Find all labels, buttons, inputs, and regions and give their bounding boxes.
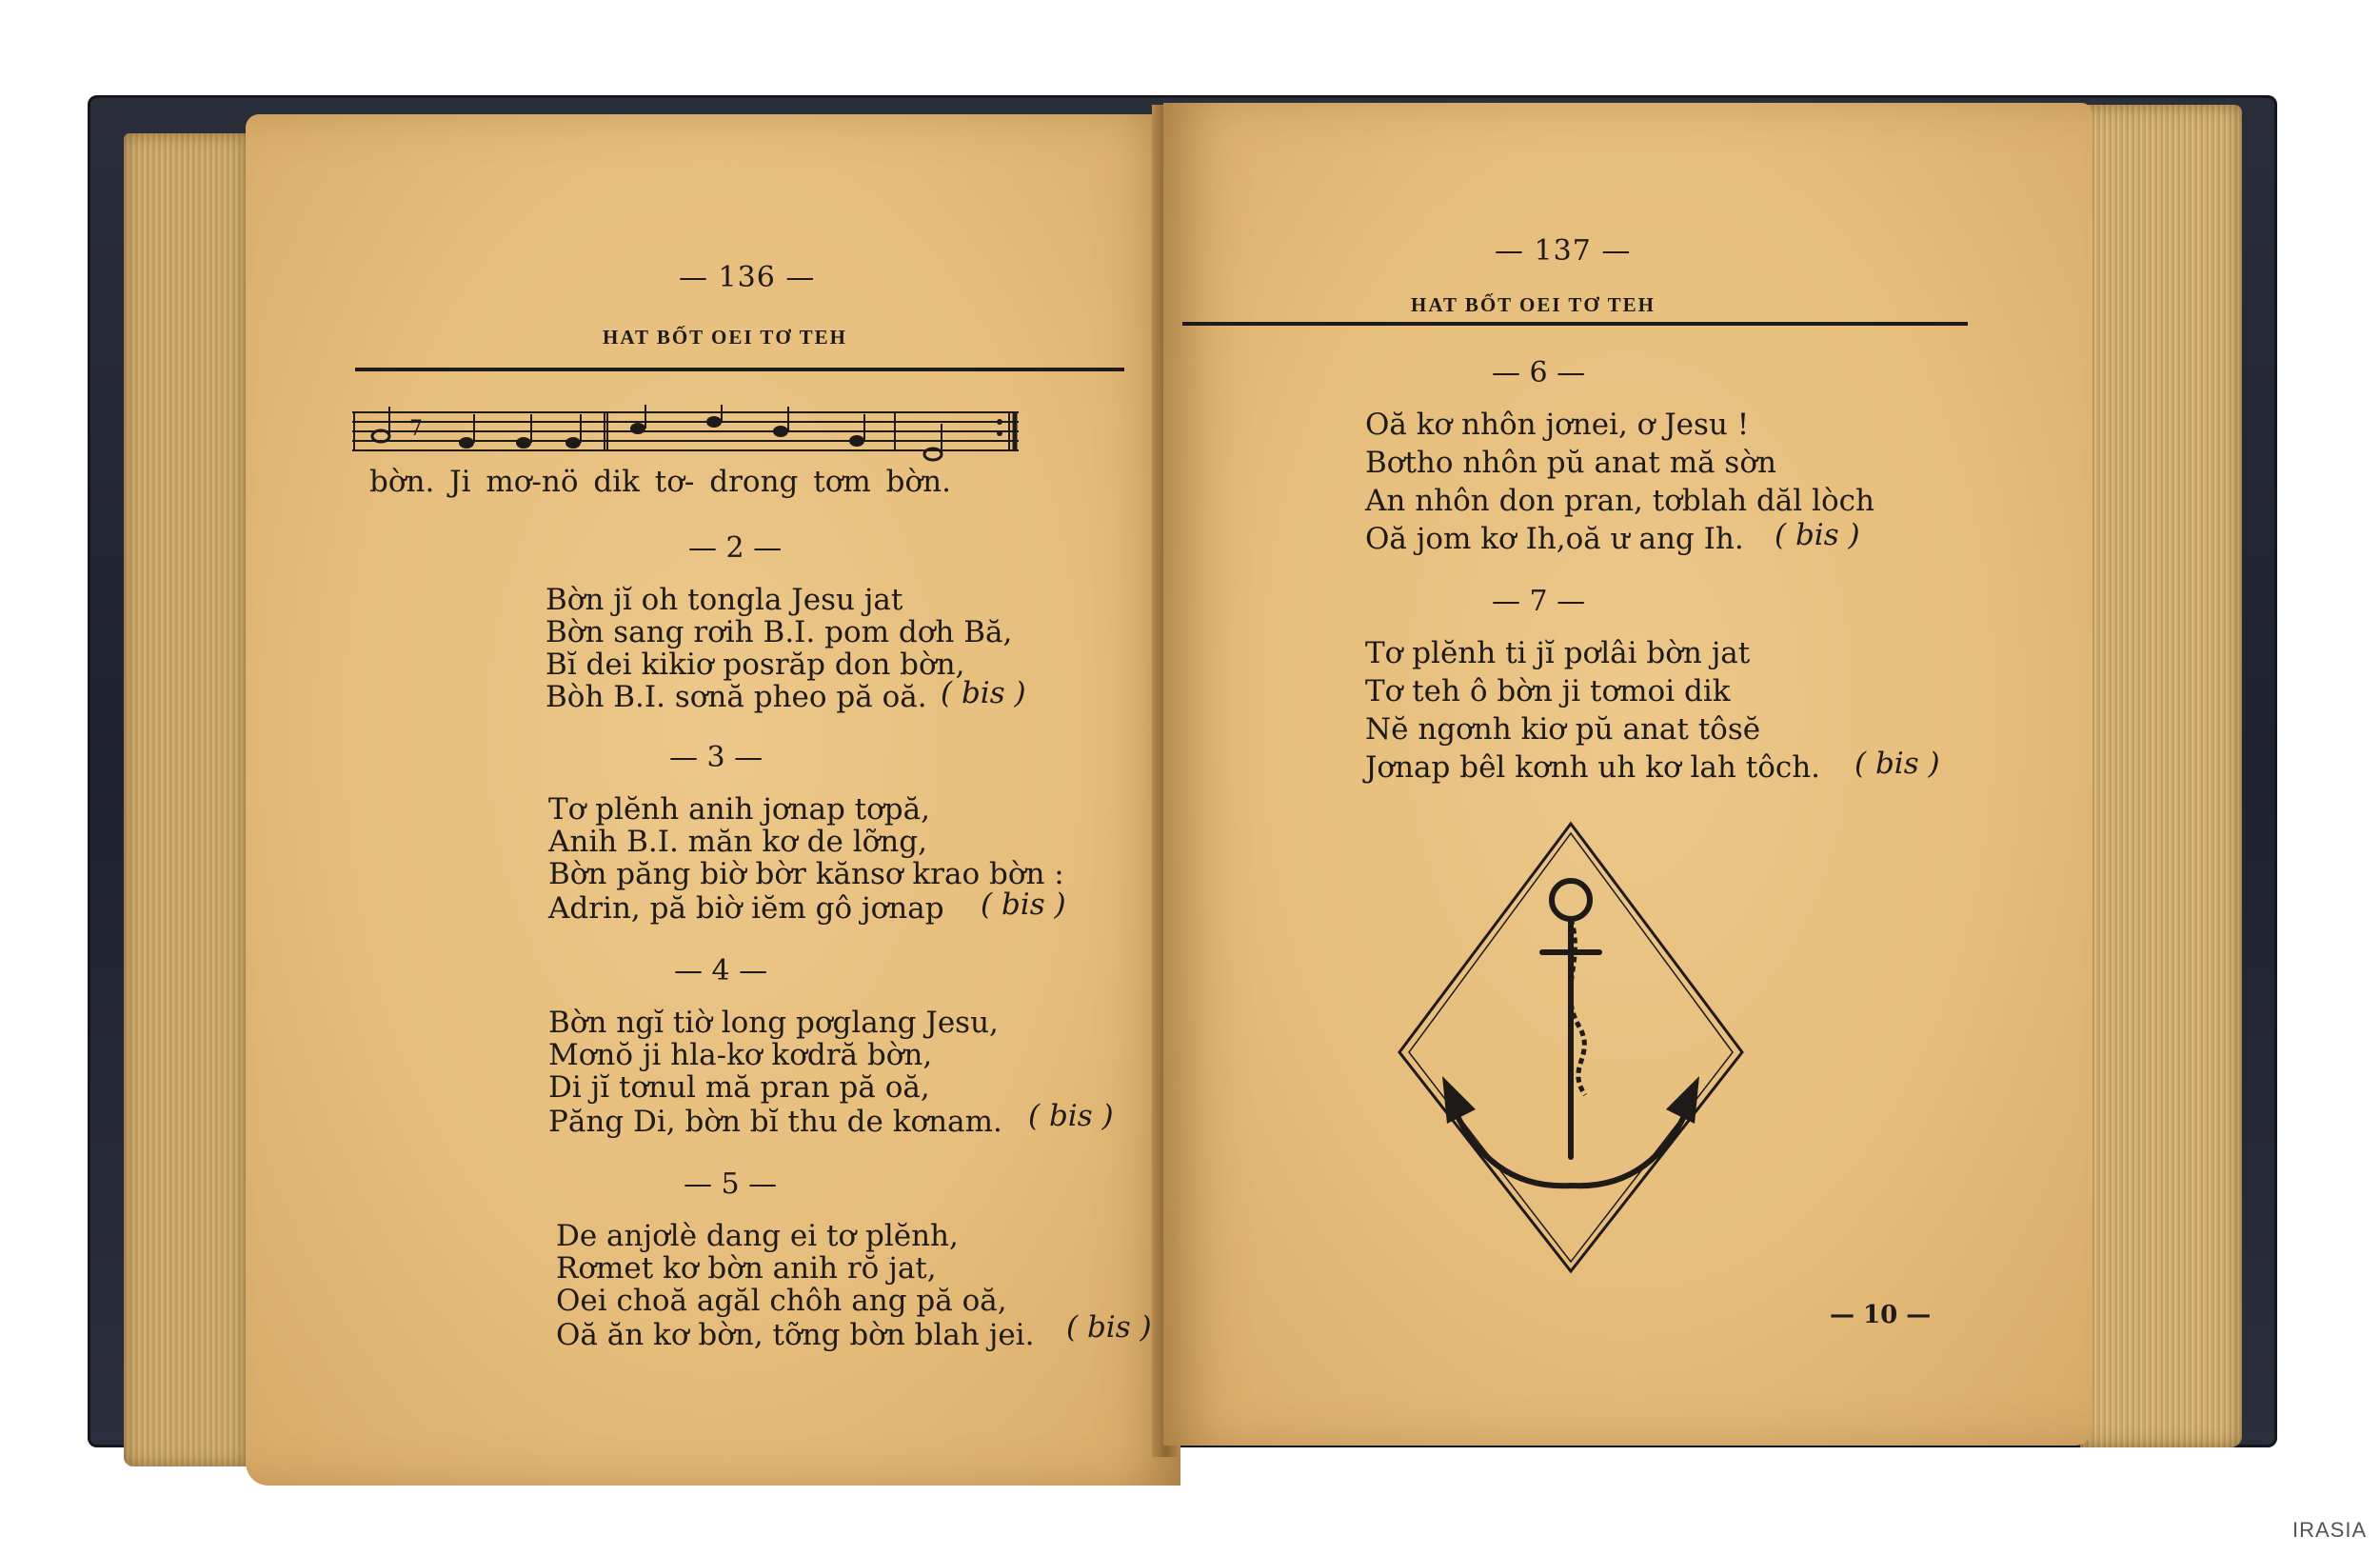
verse-number-4: — 4 — (674, 954, 768, 987)
verse-4-line-2: Mơnŏ ji hla-kơ kơdră bờn, (548, 1038, 933, 1072)
running-head: HAT BỐT OEI TƠ TEH (1411, 293, 1656, 316)
verse-2-line-3: Bĭ dei kikiơ posrăp don bờn, (545, 648, 965, 682)
verse-5-line-4: Oă ăn kơ bờn, tỡng bờn blah jei. (556, 1318, 1035, 1352)
left-page (246, 114, 1180, 1486)
verse-6-line-1: Oă kơ nhôn jơnei, ơ Jesu ! (1365, 408, 1750, 442)
verse-7-line-2: Tơ teh ô bờn ji tơmoi dik (1365, 674, 1731, 708)
verse-6-line-3: An nhôn don pran, tơblah dăl lòch (1365, 484, 1874, 518)
verse-7-line-4: Jơnap bêl kơnh uh kơ lah tôch. (1365, 750, 1821, 785)
verse-5-line-2: Rơmet kơ bờn anih rŏ jat, (556, 1251, 937, 1286)
verse-3-line-1: Tơ plĕnh anih jơnap tơpă, (548, 792, 930, 827)
verse-number-7: — 7 — (1492, 585, 1586, 618)
verse-2-line-4: Bòh B.I. sơnă pheo pă oă. (545, 680, 927, 714)
verse-4-refrain: ( bis ) (1028, 1099, 1114, 1133)
verse-3-line-4: Adrin, pă biờ iĕm gô jơnap (548, 891, 944, 926)
verse-3-line-2: Anih B.I. măn kơ de lỡng, (548, 825, 927, 859)
verse-2-line-1: Bờn jĭ oh tongla Jesu jat (545, 583, 903, 617)
verse-3-refrain: ( bis ) (981, 888, 1066, 922)
signature-mark: — 10 — (1830, 1301, 1932, 1329)
page-edges-right (2080, 105, 2242, 1447)
page-edges-left (124, 133, 248, 1466)
verse-6-line-2: Bơtho nhôn pŭ anat mă sờn (1365, 446, 1776, 480)
watermark: IRASIA (2292, 1518, 2368, 1542)
svg-text:7: 7 (409, 417, 423, 441)
verse-4-line-1: Bờn ngĭ tiờ long pơglang Jesu, (548, 1006, 999, 1040)
verse-7-line-3: Nĕ ngơnh kiơ pŭ anat tôsĕ (1365, 712, 1761, 747)
verse-number-6: — 6 — (1492, 356, 1586, 389)
verse-5-line-3: Oei choă agăl chôh ang pă oă, (556, 1284, 1007, 1318)
header-rule (1182, 322, 1968, 326)
verse-number-2: — 2 — (688, 531, 783, 565)
verse-2-line-2: Bờn sang rơih B.I. pom dơh Bă, (545, 615, 1013, 649)
verse-6-refrain: ( bis ) (1775, 518, 1860, 552)
verse-4-line-3: Di jĭ tơnul mă pran pă oă, (548, 1070, 930, 1105)
running-head: HAT BỐT OEI TƠ TEH (603, 326, 847, 349)
verse-7-line-1: Tơ plĕnh ti jĭ pơlâi bờn jat (1365, 636, 1751, 670)
page-number: — 136 — (679, 261, 816, 294)
verse-7-refrain: ( bis ) (1854, 747, 1940, 781)
page-number: — 137 — (1495, 234, 1632, 268)
music-staff (352, 405, 1019, 462)
verse-number-3: — 3 — (669, 741, 764, 774)
verse-5-refrain: ( bis ) (1066, 1310, 1152, 1345)
music-lyric-line: bờn. Ji mơ-nö dik tơ- drong tơm bờn. (369, 465, 951, 499)
verse-5-line-1: De anjơlè dang ei tơ plĕnh, (556, 1219, 959, 1253)
verse-number-5: — 5 — (684, 1167, 778, 1201)
anchor-in-diamond-icon (1395, 819, 1747, 1276)
header-rule (355, 368, 1124, 371)
verse-2-refrain: ( bis ) (941, 676, 1026, 710)
verse-3-line-3: Bờn păng biờ bờr kănsơ krao bờn : (548, 857, 1064, 891)
verse-4-line-4: Păng Di, bờn bĭ thu de kơnam. (548, 1105, 1002, 1139)
verse-6-line-4: Oă jom kơ Ih,oă ư ang Ih. (1365, 522, 1744, 556)
